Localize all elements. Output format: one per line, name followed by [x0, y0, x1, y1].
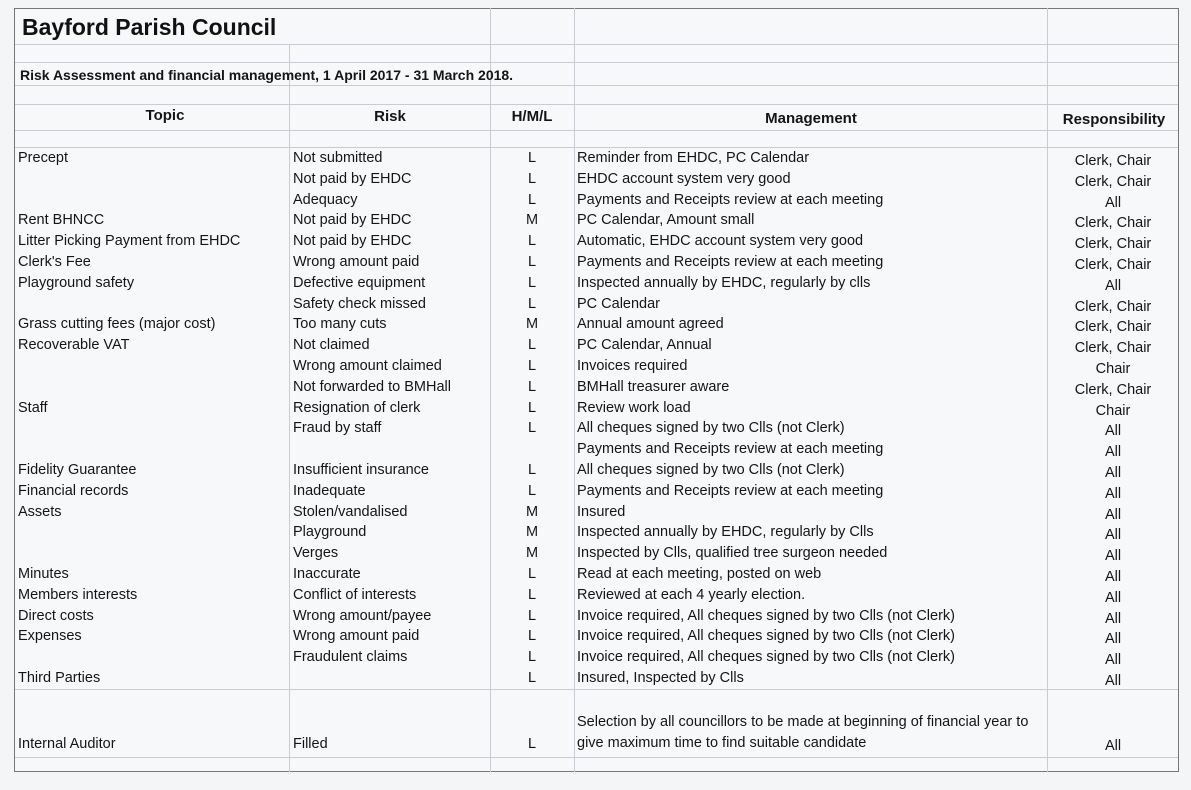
cell-topic: Minutes: [18, 566, 69, 582]
cell-risk: Not paid by EHDC: [293, 170, 412, 187]
cell-risk: Wrong amount claimed: [293, 358, 442, 374]
table-row: [0, 356, 1191, 377]
grid-line: [15, 104, 1178, 105]
cell-risk: Playground: [293, 524, 367, 541]
cell-topic: Fidelity Guarantee: [18, 462, 137, 478]
cell-responsibility: Clerk, Chair: [1074, 257, 1152, 273]
cell-management: BMHall treasurer aware: [577, 378, 730, 395]
cell-topic: Precept: [18, 150, 68, 166]
cell-topic: Internal Auditor: [18, 736, 116, 752]
cell-management: Inspected annually by EHDC, regularly by clls: [577, 274, 871, 291]
cell-management: Automatic, EHDC account system very good: [577, 233, 864, 250]
cell-responsibility: Chair: [1095, 361, 1131, 377]
table-row-internal-auditor: [0, 712, 1191, 760]
cell-risk: Inaccurate: [293, 566, 361, 582]
cell-topic: Recoverable VAT: [18, 337, 130, 354]
cell-level: M: [525, 545, 539, 562]
cell-responsibility: All: [1104, 277, 1122, 294]
table-row: [0, 606, 1191, 627]
cell-responsibility: Clerk, Chair: [1074, 319, 1152, 336]
table-row: [0, 169, 1191, 190]
table-row: [0, 564, 1191, 585]
cell-responsibility: All: [1104, 738, 1122, 754]
cell-responsibility: All: [1104, 465, 1122, 481]
header-level: H/M/L: [511, 108, 553, 125]
grid-line: [15, 689, 1178, 690]
cell-topic: Assets: [18, 503, 62, 520]
table-row: [0, 418, 1191, 439]
header-management: Management: [765, 110, 857, 127]
cell-topic: Third Parties: [18, 670, 101, 686]
cell-risk: Inadequate: [293, 482, 366, 499]
header-topic: Topic: [145, 107, 185, 124]
cell-management: Invoice required, All cheques signed by two Clls (not Clerk): [577, 628, 955, 645]
cell-management: Invoice required, All cheques signed by two Clls (not Clerk): [577, 649, 955, 666]
table-row: [0, 543, 1191, 564]
cell-responsibility: Clerk, Chair: [1074, 298, 1152, 315]
cell-management: Review work load: [577, 399, 691, 416]
cell-risk: Safety check missed: [293, 295, 426, 312]
cell-responsibility: All: [1104, 610, 1122, 627]
table-row: [0, 252, 1191, 273]
cell-risk: Verges: [293, 545, 339, 562]
cell-level: L: [527, 399, 537, 416]
cell-risk: Fraudulent claims: [293, 649, 408, 666]
cell-topic: Grass cutting fees (major cost): [18, 316, 216, 333]
cell-level: L: [527, 274, 537, 291]
cell-management: Read at each meeting, posted on web: [577, 566, 822, 582]
cell-risk: Defective equipment: [293, 274, 426, 291]
cell-management: Payments and Receipts review at each meeting: [577, 441, 884, 458]
grid-line: [15, 44, 1178, 45]
cell-topic: Staff: [18, 399, 48, 416]
cell-level: L: [527, 586, 537, 603]
cell-level: M: [525, 316, 539, 333]
table-row: [0, 314, 1191, 335]
table-row: [0, 377, 1191, 398]
cell-management: Invoices required: [577, 358, 688, 374]
document-subtitle: Risk Assessment and financial management, 1 April 2017 - 31 March 2018.: [20, 67, 514, 83]
cell-topic: Expenses: [18, 628, 82, 645]
cell-risk: Fraud by staff: [293, 420, 382, 437]
cell-level: L: [527, 150, 537, 166]
cell-level: M: [525, 524, 539, 541]
cell-management: Inspected by Clls, qualified tree surgeon needed: [577, 545, 888, 562]
cell-management: Reviewed at each 4 yearly election.: [577, 586, 806, 603]
cell-risk: Filled: [293, 736, 328, 752]
cell-management: Invoice required, All cheques signed by two Clls (not Clerk): [577, 607, 955, 624]
cell-responsibility: All: [1104, 631, 1122, 648]
table-row: [0, 626, 1191, 647]
cell-topic: Rent BHNCC: [18, 212, 105, 229]
cell-responsibility: All: [1104, 548, 1122, 565]
table-row: [0, 231, 1191, 252]
cell-level: L: [527, 670, 537, 686]
cell-management: Insured, Inspected by Clls: [577, 670, 744, 686]
table-row: [0, 273, 1191, 294]
cell-management: PC Calendar, Amount small: [577, 212, 755, 229]
cell-management: Insured: [577, 503, 626, 520]
cell-level: L: [527, 566, 537, 582]
cell-risk: Resignation of clerk: [293, 399, 421, 416]
cell-level: L: [527, 337, 537, 354]
cell-responsibility: All: [1104, 589, 1122, 606]
cell-risk: Not forwarded to BMHall: [293, 378, 451, 395]
cell-responsibility: All: [1104, 485, 1122, 502]
cell-management: All cheques signed by two Clls (not Clerk): [577, 462, 845, 478]
cell-responsibility: Clerk, Chair: [1074, 153, 1152, 169]
cell-level: L: [527, 736, 537, 752]
table-row: [0, 585, 1191, 606]
cell-management: PC Calendar: [577, 295, 661, 312]
cell-risk: Wrong amount paid: [293, 254, 420, 270]
table-row: [0, 294, 1191, 315]
table-row: [0, 668, 1191, 689]
cell-topic: Members interests: [18, 586, 138, 603]
cell-responsibility: All: [1104, 652, 1122, 669]
cell-risk: Adequacy: [293, 191, 358, 208]
table-row: [0, 148, 1191, 169]
table-row: [0, 335, 1191, 356]
table-row: [0, 210, 1191, 231]
grid-line: [15, 130, 1178, 131]
cell-level: L: [527, 649, 537, 666]
cell-risk: Conflict of interests: [293, 586, 417, 603]
cell-responsibility: All: [1104, 194, 1122, 211]
cell-management: All cheques signed by two Clls (not Clerk): [577, 420, 845, 437]
table-row: [0, 647, 1191, 668]
cell-management: Selection by all councillors to be made at beginning of financial year to give maximum time to find suitable candidate: [577, 714, 1029, 751]
cell-responsibility: All: [1104, 444, 1122, 461]
cell-level: L: [527, 295, 537, 312]
cell-risk: Not claimed: [293, 337, 370, 354]
table-row: [0, 190, 1191, 211]
cell-responsibility: Clerk, Chair: [1074, 340, 1152, 357]
cell-risk: Too many cuts: [293, 316, 387, 333]
cell-topic: Financial records: [18, 482, 129, 499]
table-row: [0, 481, 1191, 502]
cell-level: L: [527, 191, 537, 208]
cell-responsibility: All: [1104, 527, 1122, 544]
cell-level: L: [527, 482, 537, 499]
cell-risk: Wrong amount paid: [293, 628, 420, 645]
cell-level: L: [527, 358, 537, 374]
cell-management: Inspected annually by EHDC, regularly by Clls: [577, 524, 874, 541]
cell-risk: Not submitted: [293, 150, 383, 166]
cell-level: L: [527, 628, 537, 645]
cell-topic: Direct costs: [18, 607, 94, 624]
cell-management: Reminder from EHDC, PC Calendar: [577, 150, 810, 166]
cell-management: PC Calendar, Annual: [577, 337, 712, 354]
cell-responsibility: Clerk, Chair: [1074, 173, 1152, 190]
cell-level: L: [527, 378, 537, 395]
cell-level: L: [527, 254, 537, 270]
cell-risk: Not paid by EHDC: [293, 212, 412, 229]
cell-level: L: [527, 420, 537, 437]
table-row: [0, 460, 1191, 481]
cell-level: L: [527, 607, 537, 624]
cell-topic: Playground safety: [18, 274, 135, 291]
cell-risk: Wrong amount/payee: [293, 607, 432, 624]
cell-management: EHDC account system very good: [577, 170, 791, 187]
cell-topic: Litter Picking Payment from EHDC: [18, 233, 241, 250]
cell-level: L: [527, 462, 537, 478]
table-row: [0, 398, 1191, 419]
cell-level: M: [525, 503, 539, 520]
header-responsibility: Responsibility: [1062, 111, 1166, 128]
cell-responsibility: Clerk, Chair: [1074, 215, 1152, 232]
cell-responsibility: All: [1104, 569, 1122, 585]
cell-risk: Not paid by EHDC: [293, 233, 412, 250]
cell-level: M: [525, 212, 539, 229]
cell-level: L: [527, 233, 537, 250]
cell-risk: Insufficient insurance: [293, 462, 429, 478]
cell-management: Payments and Receipts review at each meeting: [577, 482, 884, 499]
cell-responsibility: Clerk, Chair: [1074, 381, 1152, 398]
table-row: [0, 522, 1191, 543]
cell-level: L: [527, 170, 537, 187]
cell-responsibility: All: [1104, 673, 1122, 689]
cell-risk: Stolen/vandalised: [293, 503, 408, 520]
cell-topic: Clerk's Fee: [18, 254, 91, 270]
header-risk: Risk: [374, 108, 406, 125]
grid-line: [15, 85, 1178, 86]
cell-responsibility: Chair: [1095, 402, 1131, 419]
cell-management: Payments and Receipts review at each meeting: [577, 254, 884, 270]
grid-line: [15, 62, 1178, 63]
table-row: [0, 502, 1191, 523]
table-row: [0, 439, 1191, 460]
cell-responsibility: All: [1104, 423, 1122, 440]
cell-management: Annual amount agreed: [577, 316, 724, 333]
document-title: Bayford Parish Council: [22, 14, 277, 40]
cell-responsibility: All: [1104, 506, 1122, 523]
cell-responsibility: Clerk, Chair: [1074, 236, 1152, 253]
cell-management: Payments and Receipts review at each meeting: [577, 191, 884, 208]
